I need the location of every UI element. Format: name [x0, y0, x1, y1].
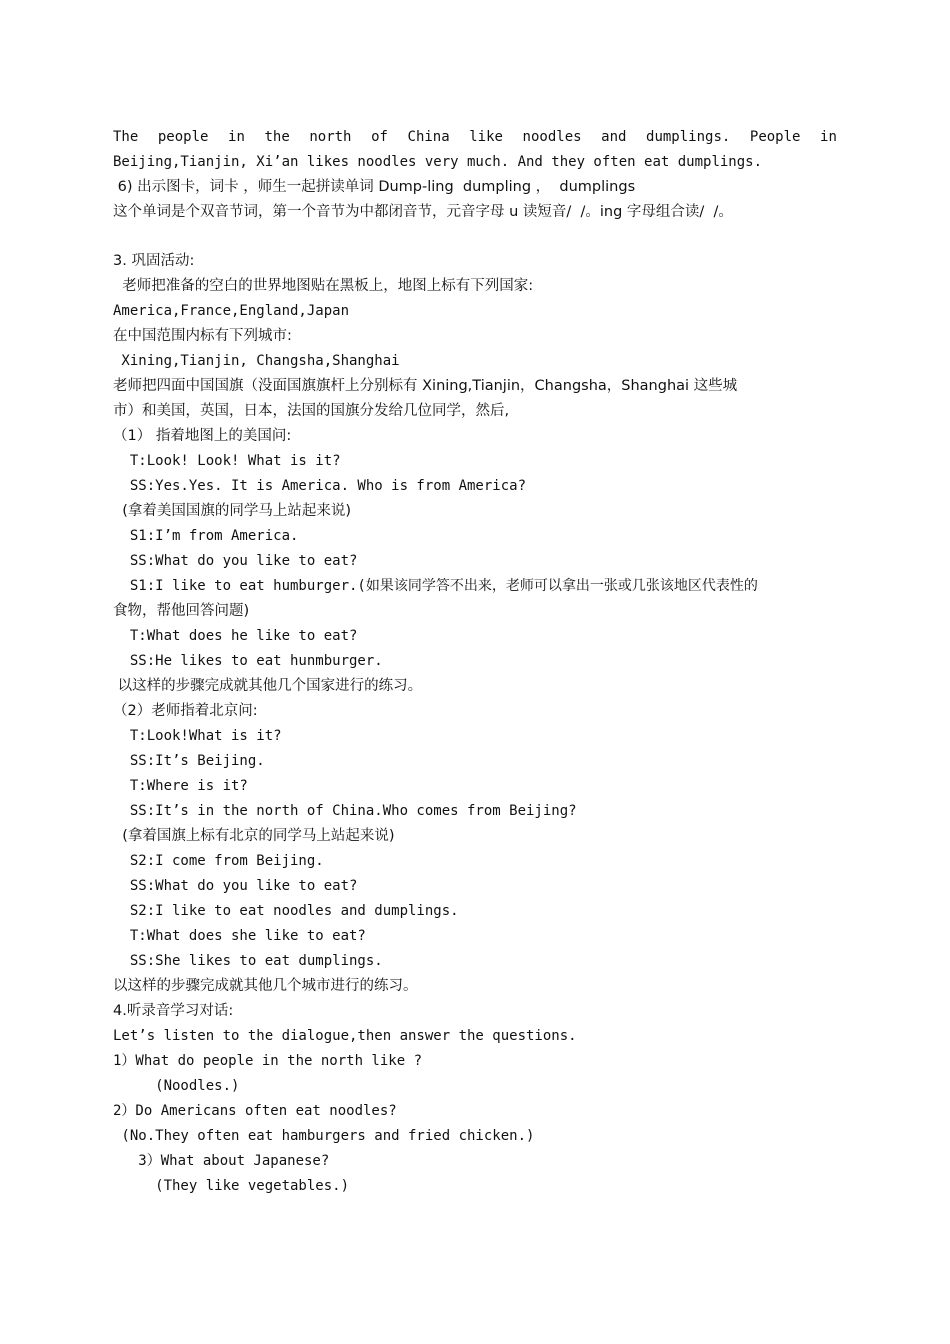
paragraph-line-1	[113, 125, 837, 150]
word: People	[749, 129, 801, 145]
dialogue-line: T:What does she like to eat?	[113, 928, 366, 944]
question-3: 3）What about Japanese?	[113, 1153, 330, 1169]
listening-instruction: Let’s listen to the dialogue,then answer the questions.	[113, 1028, 577, 1044]
word: the	[264, 129, 290, 145]
word: dumplings.	[646, 129, 731, 145]
word: and	[601, 129, 627, 145]
dialogue-line: SS:What do you like to eat?	[113, 553, 358, 569]
sub-heading-2: （2）老师指着北京问:	[113, 703, 258, 719]
dialogue-line: SS:Yes.Yes. It is America. Who is from America?	[113, 478, 527, 494]
word: people	[157, 129, 209, 145]
word: like	[469, 129, 503, 145]
stage-direction: (拿着国旗上标有北京的同学马上站起来说)	[113, 828, 395, 844]
dialogue-line: S1:I like to eat humburger.(如果该同学答不出来，老师可以拿出一张或几张该地区代表性的	[113, 578, 758, 594]
flag-instruction-1: 老师把四面中国国旗（没面国旗旗杆上分别标有 Xining,Tianjin，Changsha，Shanghai 这些城	[113, 378, 738, 394]
dialogue-line: T:Look!What is it?	[113, 728, 282, 744]
word: in	[228, 129, 245, 145]
dialogue-line: SS:What do you like to eat?	[113, 878, 358, 894]
practice-note: 以这样的步骤完成就其他几个国家进行的练习。	[113, 678, 423, 694]
answer-1: (Noodles.)	[113, 1078, 240, 1094]
dialogue-line: T:Where is it?	[113, 778, 248, 794]
question-2: 2）Do Americans often eat noodles?	[113, 1103, 397, 1119]
section-heading-3: 3. 巩固活动:	[113, 253, 195, 269]
dialogue-line: T:Look! Look! What is it?	[113, 453, 341, 469]
dialogue-line: S1:I’m from America.	[113, 528, 299, 544]
dialogue-line: S2:I come from Beijing.	[113, 853, 324, 869]
section-heading-4: 4.听录音学习对话:	[113, 1003, 234, 1019]
answer-2: (No.They often eat hamburgers and fried chicken.)	[113, 1128, 535, 1144]
dialogue-line: SS:She likes to eat dumplings.	[113, 953, 383, 969]
answer-3: (They like vegetables.)	[113, 1178, 350, 1194]
map-instruction: 老师把准备的空白的世界地图贴在黑板上，地图上标有下列国家:	[113, 278, 534, 294]
paragraph-line-2: Beijing,Tianjin, Xi’an likes noodles very much. And they often eat dumplings.	[113, 154, 763, 170]
dialogue-line: SS:He likes to eat hunmburger.	[113, 653, 383, 669]
word: of	[371, 129, 388, 145]
dialogue-line: T:What does he like to eat?	[113, 628, 358, 644]
question-1: 1）What do people in the north like ?	[113, 1053, 423, 1069]
word: in	[820, 129, 837, 145]
dialogue-line: S2:I like to eat noodles and dumplings.	[113, 903, 459, 919]
practice-note: 以这样的步骤完成就其他几个城市进行的练习。	[113, 978, 418, 994]
word: noodles	[522, 129, 582, 145]
word: China	[407, 129, 450, 145]
dialogue-line-continued: 食物，帮他回答问题)	[113, 603, 250, 619]
dialogue-line: SS:It’s Beijing.	[113, 753, 265, 769]
word: The	[113, 129, 139, 145]
stage-direction: (拿着美国国旗的同学马上站起来说)	[113, 503, 352, 519]
sub-heading-1: （1） 指着地图上的美国问:	[113, 428, 292, 444]
step-6-line: 6) 出示图卡，词卡 ，师生一起拼读单词 Dump-ling dumpling ， dumplings	[113, 179, 636, 195]
city-instruction: 在中国范围内标有下列城市:	[113, 328, 292, 344]
phonics-note: 这个单词是个双音节词，第一个音节为中都闭音节，元音字母 u 读短音/ /。ing 字母组合读/ /。	[113, 204, 733, 220]
flag-instruction-2: 市）和美国，英国，日本，法国的国旗分发给几位同学，然后,	[113, 403, 510, 419]
dialogue-line: SS:It’s in the north of China.Who comes from Beijing?	[113, 803, 577, 819]
word: north	[309, 129, 352, 145]
country-list: America,France,England,Japan	[113, 303, 350, 319]
city-list: Xining,Tianjin, Changsha,Shanghai	[113, 353, 400, 369]
